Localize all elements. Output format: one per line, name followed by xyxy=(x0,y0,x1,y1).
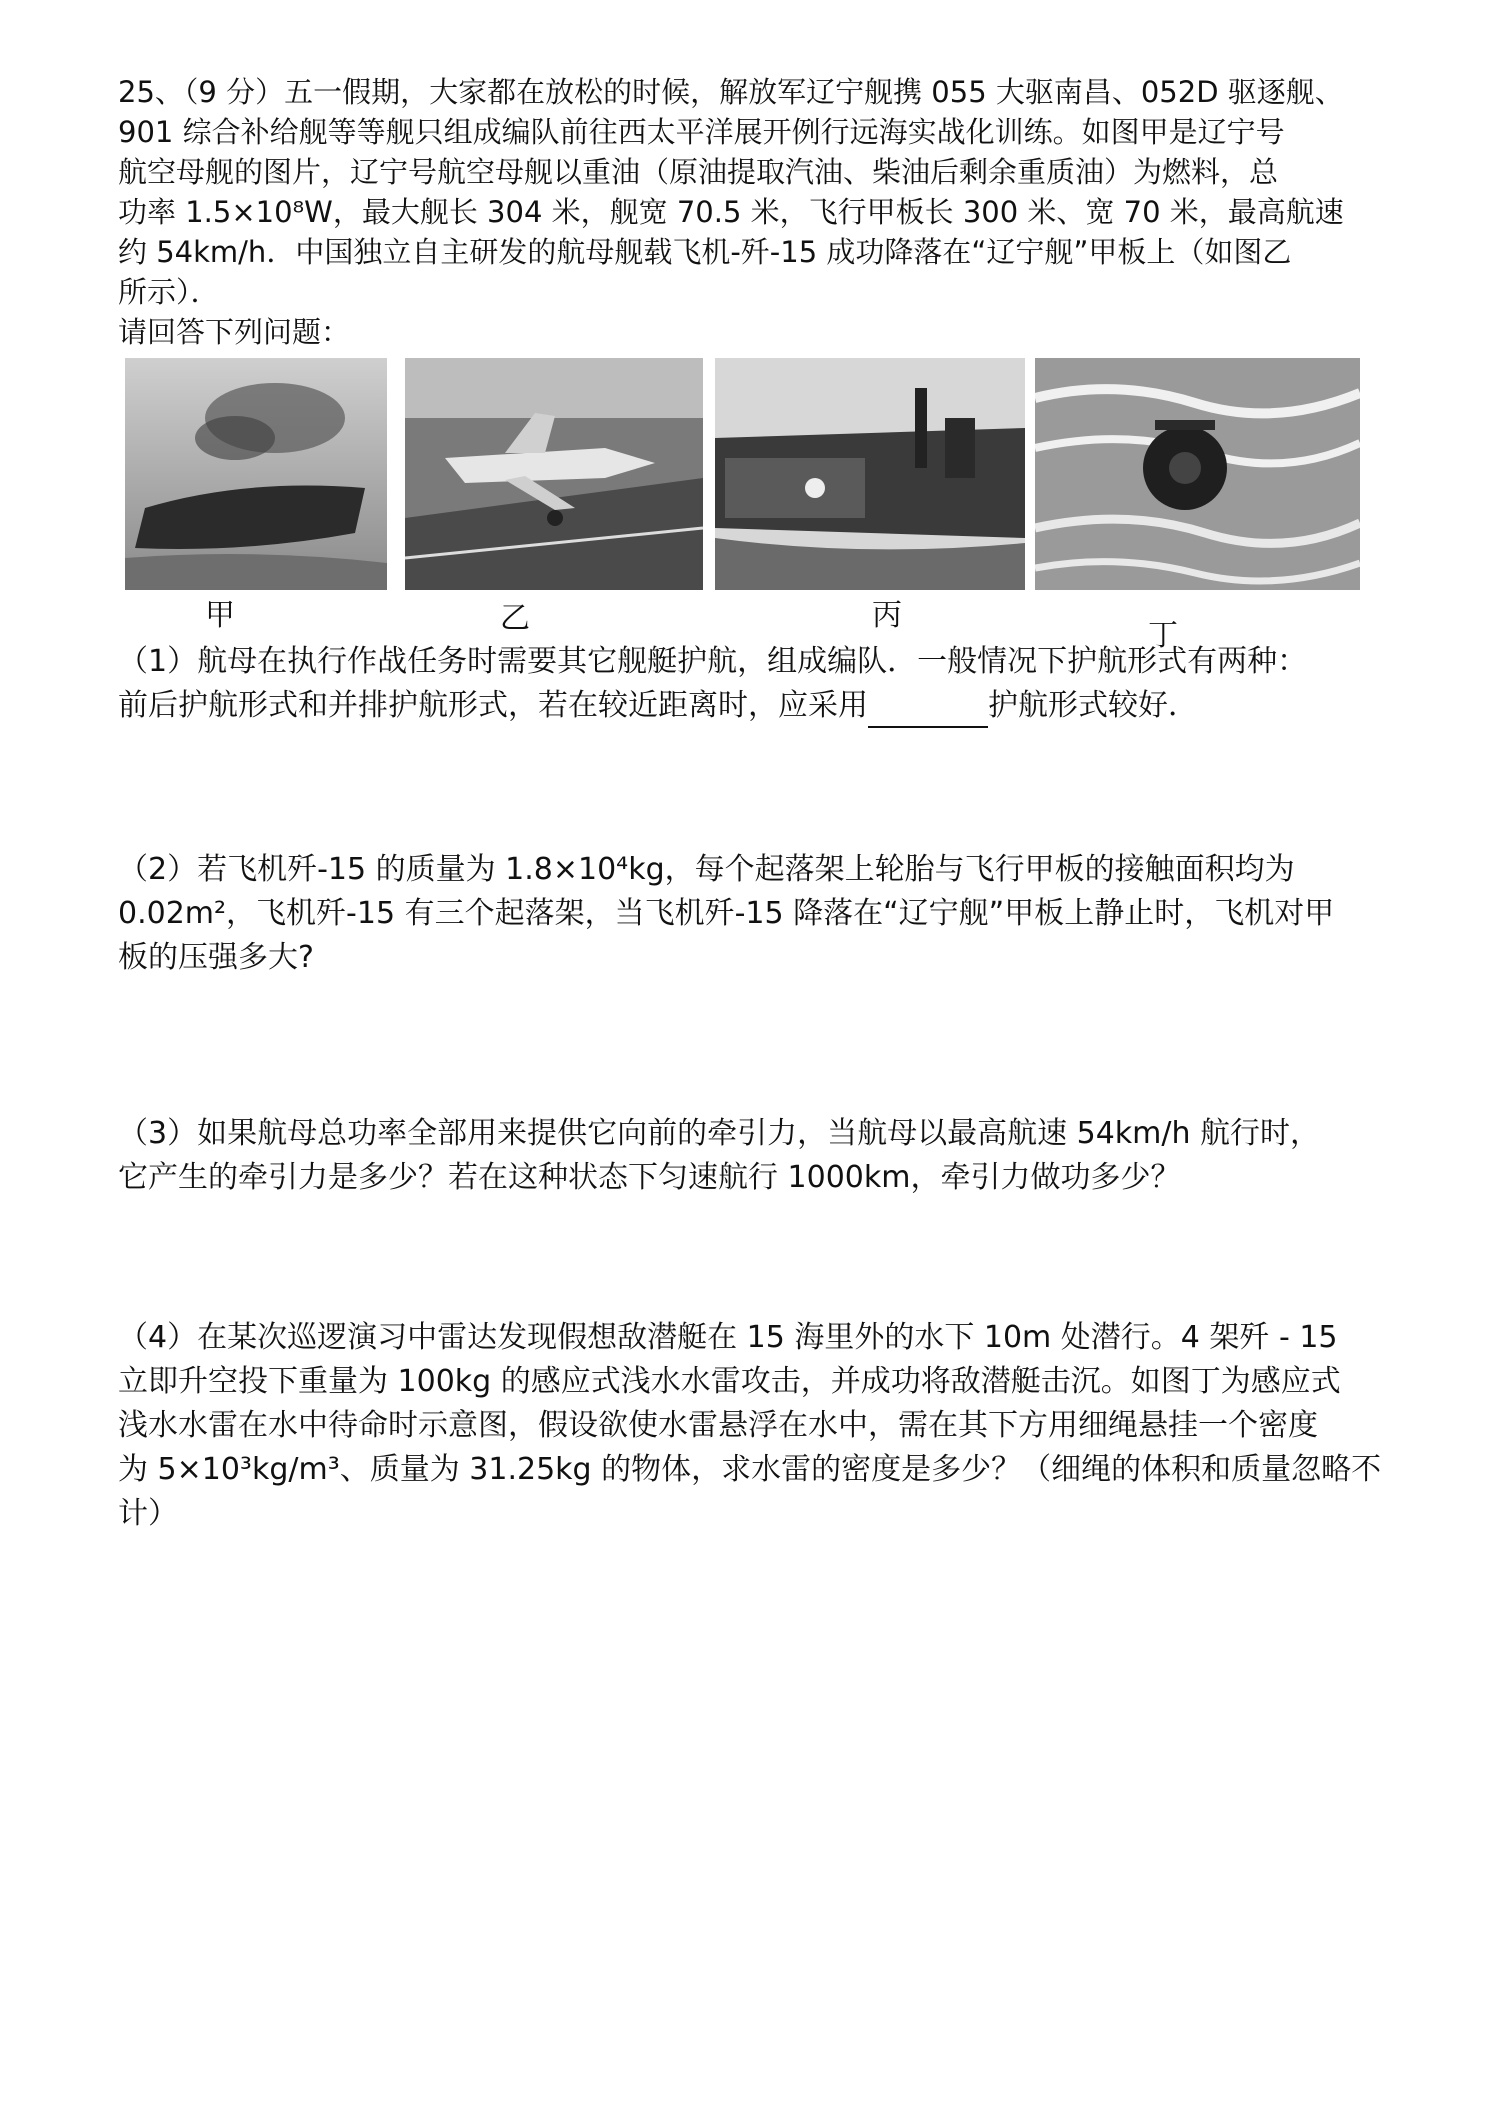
answer-blank[interactable] xyxy=(868,698,988,728)
figure-caption-yi: 乙 xyxy=(500,601,530,636)
problem-line-7: 请回答下列问题： xyxy=(118,315,351,349)
question-4-line-5: 计） xyxy=(118,1496,178,1531)
question-1-text-after-blank: 护航形式较好． xyxy=(988,688,1198,723)
question-3 xyxy=(118,1112,1320,1200)
figure-bing-ship-photo xyxy=(715,358,1025,590)
question-4 xyxy=(118,1316,1381,1536)
problem-line-3: 航空母舰的图片，辽宁号航空母舰以重油（原油提取汽油、柴油后剩余重质油）为燃料，总 xyxy=(118,155,1279,189)
question-3-line-2: 它产生的牵引力是多少？若在这种状态下匀速航行 1000km，牵引力做功多少？ xyxy=(118,1160,1181,1195)
question-4-line-4: 为 5×10³kg/m³、质量为 31.25kg 的物体，求水雷的密度是多少？（细绳的体积和质量忽略不 xyxy=(118,1452,1382,1487)
question-2-line-3: 板的压强多大? xyxy=(118,940,314,975)
figure-caption-jia: 甲 xyxy=(205,598,235,633)
question-4-line-3: 浅水水雷在水中待命时示意图，假设欲使水雷悬浮在水中，需在其下方用细绳悬挂一个密度 xyxy=(118,1408,1318,1443)
figure-caption-bing: 丙 xyxy=(872,598,902,633)
question-2-line-2: 0.02m²，飞机歼-15 有三个起落架，当飞机歼-15 降落在“辽宁舰”甲板上静止时，飞机对甲 xyxy=(118,896,1335,931)
problem-line-1: 25、（9 分）五一假期，大家都在放松的时候，解放军辽宁舰携 055 大驱南昌、052D 驱逐舰、 xyxy=(118,75,1344,109)
question-4-line-1: （4）在某次巡逻演习中雷达发现假想敌潜艇在 15 海里外的水下 10m 处潜行。4 架歼 - 15 xyxy=(118,1320,1338,1355)
problem-line-2: 901 综合补给舰等等舰只组成编队前往西太平洋展开例行远海实战化训练。如图甲是辽宁号 xyxy=(118,115,1285,149)
question-4-line-2: 立即升空投下重量为 100kg 的感应式浅水水雷攻击，并成功将敌潜艇击沉。如图丁为感应式 xyxy=(118,1364,1341,1399)
question-2-line-1: （2）若飞机歼-15 的质量为 1.8×10⁴kg，每个起落架上轮胎与飞行甲板的接触面积均为 xyxy=(118,852,1295,887)
problem-line-4: 功率 1.5×10⁸W，最大舰长 304 米，舰宽 70.5 米，飞行甲板长 300 米、宽 70 米，最高航速 xyxy=(118,195,1344,229)
figure-ding-mine-photo xyxy=(1035,358,1360,590)
question-2 xyxy=(118,848,1334,980)
figure-strip xyxy=(125,358,1360,590)
figure-yi-jet-photo xyxy=(405,358,703,590)
question-1 xyxy=(118,640,1307,728)
question-1-text-before-blank: 前后护航形式和并排护航形式，若在较近距离时，应采用 xyxy=(118,688,868,723)
problem-line-6: 所示）． xyxy=(118,275,220,309)
problem-line-5: 约 54km/h．中国独立自主研发的航母舰载飞机-歼-15 成功降落在“辽宁舰”甲板上（如图乙 xyxy=(118,235,1292,269)
question-3-line-1: （3）如果航母总功率全部用来提供它向前的牵引力，当航母以最高航速 54km/h 航行时， xyxy=(118,1116,1321,1151)
question-1-line-1: （1）航母在执行作战任务时需要其它舰艇护航，组成编队．一般情况下护航形式有两种： xyxy=(118,644,1308,679)
figure-jia-carrier-photo xyxy=(125,358,387,590)
question-1-line-2 xyxy=(118,684,1307,728)
figure-caption-ding: 丁 xyxy=(1148,618,1178,653)
